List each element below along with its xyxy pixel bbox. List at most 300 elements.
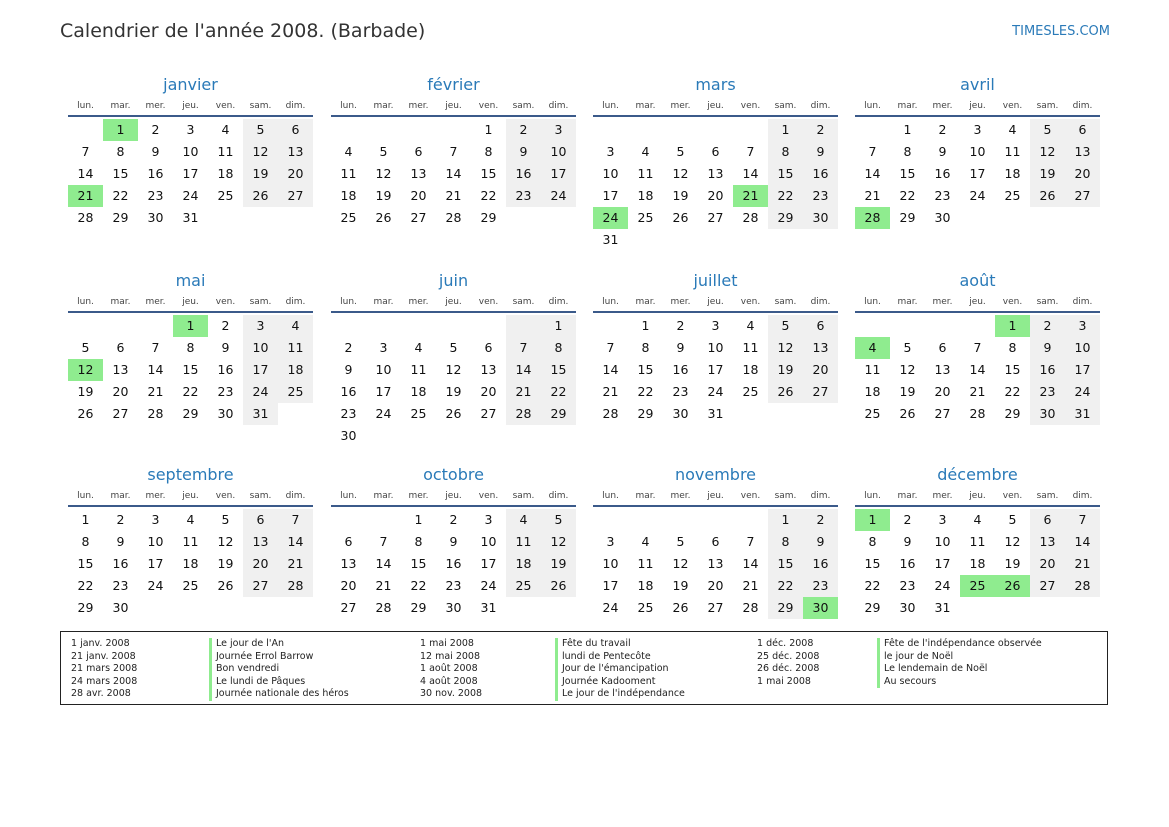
empty-cell bbox=[890, 315, 925, 337]
weekday-label: jeu. bbox=[445, 491, 462, 501]
weekday-label: dim. bbox=[285, 297, 306, 307]
empty-cell bbox=[803, 403, 838, 425]
day-grid bbox=[855, 119, 1100, 229]
day-cell: 19 bbox=[445, 384, 462, 399]
month-block bbox=[855, 269, 1100, 425]
day-cell: 23 bbox=[147, 188, 164, 203]
day-cell: 12 bbox=[243, 141, 278, 163]
day-cell: 4 bbox=[746, 318, 755, 333]
day-cell: 11 bbox=[637, 166, 654, 181]
legend-dates-col-3 bbox=[757, 638, 819, 688]
day-cell: 10 bbox=[934, 534, 951, 549]
day-cell: 1 bbox=[81, 512, 90, 527]
day-cell: 20 bbox=[340, 578, 357, 593]
day-cell: 24 bbox=[602, 600, 619, 615]
day-cell: 7 bbox=[81, 144, 90, 159]
day-cell: 30 bbox=[899, 600, 916, 615]
empty-cell bbox=[436, 425, 471, 447]
day-cell: 9 bbox=[116, 534, 125, 549]
day-cell: 17 bbox=[480, 556, 497, 571]
empty-cell bbox=[733, 119, 768, 141]
month-block bbox=[593, 73, 838, 251]
legend-dates-col-1 bbox=[71, 638, 137, 701]
day-cell: 12 bbox=[68, 359, 103, 381]
empty-cell bbox=[628, 509, 663, 531]
site-link[interactable]: TIMESLES.COM bbox=[1012, 24, 1110, 39]
weekday-label: dim. bbox=[548, 101, 569, 111]
weekday-label: ven. bbox=[215, 101, 236, 111]
weekday-label: mer. bbox=[670, 297, 691, 307]
day-cell: 24 bbox=[707, 384, 724, 399]
empty-cell bbox=[803, 229, 838, 251]
empty-cell bbox=[663, 119, 698, 141]
empty-cell bbox=[331, 315, 366, 337]
month-block bbox=[331, 463, 576, 619]
weekday-label: lun. bbox=[602, 297, 619, 307]
legend-holiday-name: Le jour de l'indépendance bbox=[555, 688, 685, 701]
day-cell: 1 bbox=[768, 509, 803, 531]
day-cell: 29 bbox=[410, 600, 427, 615]
empty-cell bbox=[68, 315, 103, 337]
weekday-label: mar. bbox=[635, 297, 656, 307]
day-cell: 13 bbox=[803, 337, 838, 359]
month-block bbox=[593, 463, 838, 619]
month-block bbox=[331, 269, 576, 447]
day-cell: 21 bbox=[147, 384, 164, 399]
empty-cell bbox=[663, 229, 698, 251]
empty-cell bbox=[331, 509, 366, 531]
month-name: mai bbox=[175, 271, 206, 290]
empty-cell bbox=[593, 315, 628, 337]
weekday-label: mer. bbox=[670, 101, 691, 111]
weekday-label: jeu. bbox=[707, 101, 724, 111]
day-cell: 8 bbox=[903, 144, 912, 159]
day-cell: 14 bbox=[278, 531, 313, 553]
day-cell: 28 bbox=[969, 406, 986, 421]
day-cell: 29 bbox=[182, 406, 199, 421]
day-cell: 26 bbox=[768, 381, 803, 403]
day-cell: 15 bbox=[899, 166, 916, 181]
day-cell: 16 bbox=[147, 166, 164, 181]
day-cell: 9 bbox=[1030, 337, 1065, 359]
day-cell: 1 bbox=[995, 315, 1030, 337]
empty-cell bbox=[960, 207, 995, 229]
day-cell: 16 bbox=[899, 556, 916, 571]
day-cell: 13 bbox=[243, 531, 278, 553]
empty-cell bbox=[1065, 207, 1100, 229]
empty-cell bbox=[1065, 597, 1100, 619]
legend-holiday-name: lundi de Pentecôte bbox=[555, 651, 685, 664]
day-cell: 29 bbox=[1004, 406, 1021, 421]
day-cell: 14 bbox=[1065, 531, 1100, 553]
day-cell: 20 bbox=[278, 163, 313, 185]
weekday-label: sam. bbox=[1036, 491, 1059, 501]
day-cell: 15 bbox=[77, 556, 94, 571]
day-cell: 12 bbox=[541, 531, 576, 553]
day-cell: 17 bbox=[243, 359, 278, 381]
weekday-label: mer. bbox=[145, 297, 166, 307]
day-cell: 15 bbox=[637, 362, 654, 377]
day-cell: 20 bbox=[1030, 553, 1065, 575]
day-cell: 8 bbox=[414, 534, 423, 549]
day-cell: 29 bbox=[541, 403, 576, 425]
day-cell: 30 bbox=[217, 406, 234, 421]
weekday-label: mer. bbox=[932, 101, 953, 111]
day-cell: 3 bbox=[243, 315, 278, 337]
day-cell: 18 bbox=[742, 362, 759, 377]
empty-cell bbox=[663, 509, 698, 531]
month-name: août bbox=[959, 271, 996, 290]
day-cell: 25 bbox=[960, 575, 995, 597]
day-cell: 1 bbox=[903, 122, 912, 137]
legend-date: 1 mai 2008 bbox=[757, 675, 811, 687]
weekday-label: mar. bbox=[897, 297, 918, 307]
day-cell: 22 bbox=[541, 381, 576, 403]
day-cell: 17 bbox=[1065, 359, 1100, 381]
day-cell: 21 bbox=[864, 188, 881, 203]
day-cell: 2 bbox=[903, 512, 912, 527]
weekday-label: lun. bbox=[340, 491, 357, 501]
day-cell: 27 bbox=[278, 185, 313, 207]
day-cell: 16 bbox=[803, 553, 838, 575]
day-cell: 9 bbox=[903, 534, 912, 549]
day-cell: 15 bbox=[410, 556, 427, 571]
day-cell: 5 bbox=[903, 340, 912, 355]
empty-cell bbox=[471, 315, 506, 337]
weekday-label: sam. bbox=[249, 101, 272, 111]
day-cell: 29 bbox=[112, 210, 129, 225]
day-cell: 19 bbox=[375, 188, 392, 203]
day-cell: 18 bbox=[969, 556, 986, 571]
day-cell: 4 bbox=[344, 144, 353, 159]
day-cell: 11 bbox=[864, 362, 881, 377]
legend-date: 21 janv. 2008 bbox=[71, 650, 136, 662]
day-cell: 13 bbox=[112, 362, 129, 377]
legend-holiday-name: Au secours bbox=[877, 676, 1042, 689]
month-name: septembre bbox=[147, 465, 234, 484]
day-cell: 19 bbox=[541, 553, 576, 575]
day-grid bbox=[593, 119, 838, 251]
day-cell: 10 bbox=[602, 166, 619, 181]
day-cell: 16 bbox=[803, 163, 838, 185]
empty-cell bbox=[366, 119, 401, 141]
day-cell: 21 bbox=[278, 553, 313, 575]
day-cell: 6 bbox=[711, 144, 720, 159]
day-cell: 31 bbox=[934, 600, 951, 615]
legend-holiday-name: Fête de l'indépendance observée bbox=[877, 638, 1042, 651]
weekday-header bbox=[855, 97, 1100, 117]
day-cell: 16 bbox=[112, 556, 129, 571]
day-cell: 27 bbox=[803, 381, 838, 403]
weekday-label: lun. bbox=[602, 101, 619, 111]
day-cell: 17 bbox=[934, 556, 951, 571]
legend-date: 1 janv. 2008 bbox=[71, 638, 130, 649]
day-cell: 31 bbox=[602, 232, 619, 247]
weekday-label: ven. bbox=[1002, 491, 1023, 501]
weekday-label: mer. bbox=[145, 101, 166, 111]
day-cell: 5 bbox=[1030, 119, 1065, 141]
weekday-label: lun. bbox=[864, 101, 881, 111]
weekday-label: sam. bbox=[249, 297, 272, 307]
weekday-label: ven. bbox=[740, 297, 761, 307]
day-cell: 13 bbox=[1065, 141, 1100, 163]
day-cell: 11 bbox=[182, 534, 199, 549]
month-name: janvier bbox=[163, 75, 218, 94]
day-cell: 7 bbox=[746, 144, 755, 159]
day-cell: 23 bbox=[803, 575, 838, 597]
day-cell: 17 bbox=[541, 163, 576, 185]
day-cell: 9 bbox=[676, 340, 685, 355]
weekday-label: jeu. bbox=[969, 297, 986, 307]
day-grid bbox=[855, 315, 1100, 425]
day-cell: 4 bbox=[186, 512, 195, 527]
day-grid bbox=[593, 509, 838, 619]
day-cell: 9 bbox=[151, 144, 160, 159]
day-cell: 26 bbox=[1030, 185, 1065, 207]
day-cell: 22 bbox=[480, 188, 497, 203]
month-block bbox=[855, 463, 1100, 619]
empty-cell bbox=[698, 509, 733, 531]
day-cell: 31 bbox=[480, 600, 497, 615]
day-cell: 3 bbox=[379, 340, 388, 355]
legend-holiday-name: Bon vendredi bbox=[209, 663, 349, 676]
day-cell: 11 bbox=[969, 534, 986, 549]
weekday-header bbox=[855, 293, 1100, 313]
day-cell: 6 bbox=[344, 534, 353, 549]
day-cell: 9 bbox=[506, 141, 541, 163]
day-cell: 11 bbox=[1004, 144, 1021, 159]
day-cell: 1 bbox=[484, 122, 493, 137]
day-cell: 5 bbox=[221, 512, 230, 527]
month-name: décembre bbox=[937, 465, 1018, 484]
legend-names-col-2 bbox=[555, 638, 685, 701]
legend-holiday-name: Fête du travail bbox=[555, 638, 685, 651]
day-cell: 2 bbox=[676, 318, 685, 333]
day-cell: 11 bbox=[410, 362, 427, 377]
day-cell: 1 bbox=[103, 119, 138, 141]
day-cell: 10 bbox=[147, 534, 164, 549]
day-cell: 29 bbox=[637, 406, 654, 421]
empty-cell bbox=[768, 229, 803, 251]
month-name: mars bbox=[695, 75, 736, 94]
day-cell: 20 bbox=[112, 384, 129, 399]
month-name: octobre bbox=[423, 465, 484, 484]
empty-cell bbox=[68, 119, 103, 141]
weekday-label: lun. bbox=[77, 297, 94, 307]
month-block bbox=[593, 269, 838, 425]
day-cell: 2 bbox=[221, 318, 230, 333]
weekday-label: dim. bbox=[548, 491, 569, 501]
day-cell: 28 bbox=[375, 600, 392, 615]
day-cell: 31 bbox=[182, 210, 199, 225]
day-cell: 3 bbox=[151, 512, 160, 527]
day-cell: 29 bbox=[480, 210, 497, 225]
day-cell: 25 bbox=[1004, 188, 1021, 203]
day-cell: 23 bbox=[340, 406, 357, 421]
day-cell: 17 bbox=[602, 188, 619, 203]
weekday-label: jeu. bbox=[969, 491, 986, 501]
day-cell: 13 bbox=[707, 166, 724, 181]
empty-cell bbox=[1030, 207, 1065, 229]
empty-cell bbox=[960, 597, 995, 619]
weekday-header bbox=[331, 487, 576, 507]
day-cell: 27 bbox=[934, 406, 951, 421]
day-cell: 21 bbox=[506, 381, 541, 403]
empty-cell bbox=[243, 207, 278, 229]
day-cell: 5 bbox=[379, 144, 388, 159]
empty-cell bbox=[925, 315, 960, 337]
day-cell: 17 bbox=[147, 556, 164, 571]
day-cell: 8 bbox=[116, 144, 125, 159]
day-cell: 28 bbox=[742, 210, 759, 225]
day-cell: 24 bbox=[375, 406, 392, 421]
weekday-label: dim. bbox=[810, 297, 831, 307]
day-cell: 26 bbox=[77, 406, 94, 421]
day-cell: 10 bbox=[969, 144, 986, 159]
day-cell: 18 bbox=[637, 578, 654, 593]
day-cell: 16 bbox=[934, 166, 951, 181]
day-cell: 12 bbox=[768, 337, 803, 359]
day-cell: 14 bbox=[506, 359, 541, 381]
day-cell: 30 bbox=[340, 428, 357, 443]
weekday-label: mar. bbox=[110, 297, 131, 307]
day-cell: 14 bbox=[969, 362, 986, 377]
empty-cell bbox=[331, 119, 366, 141]
weekday-label: lun. bbox=[77, 491, 94, 501]
legend-holiday-name: Jour de l'émancipation bbox=[555, 663, 685, 676]
weekday-label: mer. bbox=[670, 491, 691, 501]
legend-date: 25 déc. 2008 bbox=[757, 650, 820, 662]
day-cell: 2 bbox=[506, 119, 541, 141]
empty-cell bbox=[278, 597, 313, 619]
day-cell: 20 bbox=[410, 188, 427, 203]
weekday-label: lun. bbox=[340, 297, 357, 307]
day-cell: 29 bbox=[899, 210, 916, 225]
empty-cell bbox=[593, 509, 628, 531]
empty-cell bbox=[995, 597, 1030, 619]
legend-date: 1 mai 2008 bbox=[420, 638, 474, 649]
day-cell: 21 bbox=[969, 384, 986, 399]
day-cell: 12 bbox=[1030, 141, 1065, 163]
day-cell: 23 bbox=[1030, 381, 1065, 403]
empty-cell bbox=[278, 207, 313, 229]
weekday-label: lun. bbox=[864, 297, 881, 307]
day-cell: 5 bbox=[541, 509, 576, 531]
day-cell: 4 bbox=[641, 534, 650, 549]
day-cell: 26 bbox=[243, 185, 278, 207]
day-cell: 12 bbox=[672, 556, 689, 571]
day-cell: 7 bbox=[379, 534, 388, 549]
weekday-label: ven. bbox=[1002, 297, 1023, 307]
weekday-label: mer. bbox=[408, 491, 429, 501]
weekday-label: lun. bbox=[340, 101, 357, 111]
weekday-label: jeu. bbox=[182, 297, 199, 307]
day-cell: 12 bbox=[899, 362, 916, 377]
day-cell: 16 bbox=[672, 362, 689, 377]
weekday-label: sam. bbox=[774, 491, 797, 501]
day-cell: 16 bbox=[217, 362, 234, 377]
weekday-label: dim. bbox=[1072, 491, 1093, 501]
day-cell: 26 bbox=[217, 578, 234, 593]
day-cell: 17 bbox=[375, 384, 392, 399]
legend-holiday-name: Le lendemain de Noël bbox=[877, 663, 1042, 676]
empty-cell bbox=[855, 315, 890, 337]
day-cell: 3 bbox=[938, 512, 947, 527]
day-cell: 31 bbox=[243, 403, 278, 425]
empty-cell bbox=[733, 229, 768, 251]
day-cell: 22 bbox=[77, 578, 94, 593]
day-cell: 31 bbox=[1065, 403, 1100, 425]
day-cell: 15 bbox=[112, 166, 129, 181]
day-cell: 23 bbox=[672, 384, 689, 399]
day-cell: 5 bbox=[81, 340, 90, 355]
day-cell: 26 bbox=[995, 575, 1030, 597]
weekday-label: mar. bbox=[635, 491, 656, 501]
day-cell: 11 bbox=[742, 340, 759, 355]
day-cell: 2 bbox=[803, 119, 838, 141]
day-cell: 5 bbox=[449, 340, 458, 355]
day-cell: 7 bbox=[449, 144, 458, 159]
day-cell: 25 bbox=[278, 381, 313, 403]
weekday-label: lun. bbox=[77, 101, 94, 111]
weekday-header bbox=[593, 487, 838, 507]
day-cell: 11 bbox=[506, 531, 541, 553]
weekday-label: ven. bbox=[478, 101, 499, 111]
day-cell: 18 bbox=[182, 556, 199, 571]
day-cell: 28 bbox=[147, 406, 164, 421]
day-cell: 24 bbox=[243, 381, 278, 403]
day-cell: 27 bbox=[707, 600, 724, 615]
day-cell: 20 bbox=[934, 384, 951, 399]
day-cell: 15 bbox=[182, 362, 199, 377]
day-cell: 27 bbox=[410, 210, 427, 225]
page-title: Calendrier de l'année 2008. (Barbade) bbox=[60, 20, 426, 42]
day-cell: 7 bbox=[868, 144, 877, 159]
day-cell: 20 bbox=[707, 188, 724, 203]
day-cell: 15 bbox=[1004, 362, 1021, 377]
weekday-label: sam. bbox=[512, 297, 535, 307]
day-cell: 14 bbox=[375, 556, 392, 571]
day-cell: 25 bbox=[182, 578, 199, 593]
weekday-label: sam. bbox=[1036, 101, 1059, 111]
day-cell: 24 bbox=[593, 207, 628, 229]
empty-cell bbox=[506, 315, 541, 337]
day-cell: 22 bbox=[637, 384, 654, 399]
day-cell: 9 bbox=[221, 340, 230, 355]
day-cell: 10 bbox=[243, 337, 278, 359]
weekday-label: jeu. bbox=[182, 101, 199, 111]
day-cell: 10 bbox=[182, 144, 199, 159]
day-cell: 6 bbox=[938, 340, 947, 355]
day-cell: 24 bbox=[541, 185, 576, 207]
empty-cell bbox=[768, 403, 803, 425]
day-cell: 4 bbox=[641, 144, 650, 159]
day-cell: 8 bbox=[484, 144, 493, 159]
day-cell: 25 bbox=[637, 600, 654, 615]
day-grid bbox=[331, 315, 576, 447]
empty-cell bbox=[541, 425, 576, 447]
day-cell: 22 bbox=[182, 384, 199, 399]
day-cell: 27 bbox=[243, 575, 278, 597]
day-cell: 8 bbox=[81, 534, 90, 549]
weekday-header bbox=[593, 293, 838, 313]
weekday-header bbox=[331, 293, 576, 313]
day-cell: 25 bbox=[506, 575, 541, 597]
day-grid bbox=[68, 315, 313, 425]
weekday-label: mar. bbox=[897, 491, 918, 501]
day-cell: 19 bbox=[1030, 163, 1065, 185]
day-grid bbox=[331, 119, 576, 229]
